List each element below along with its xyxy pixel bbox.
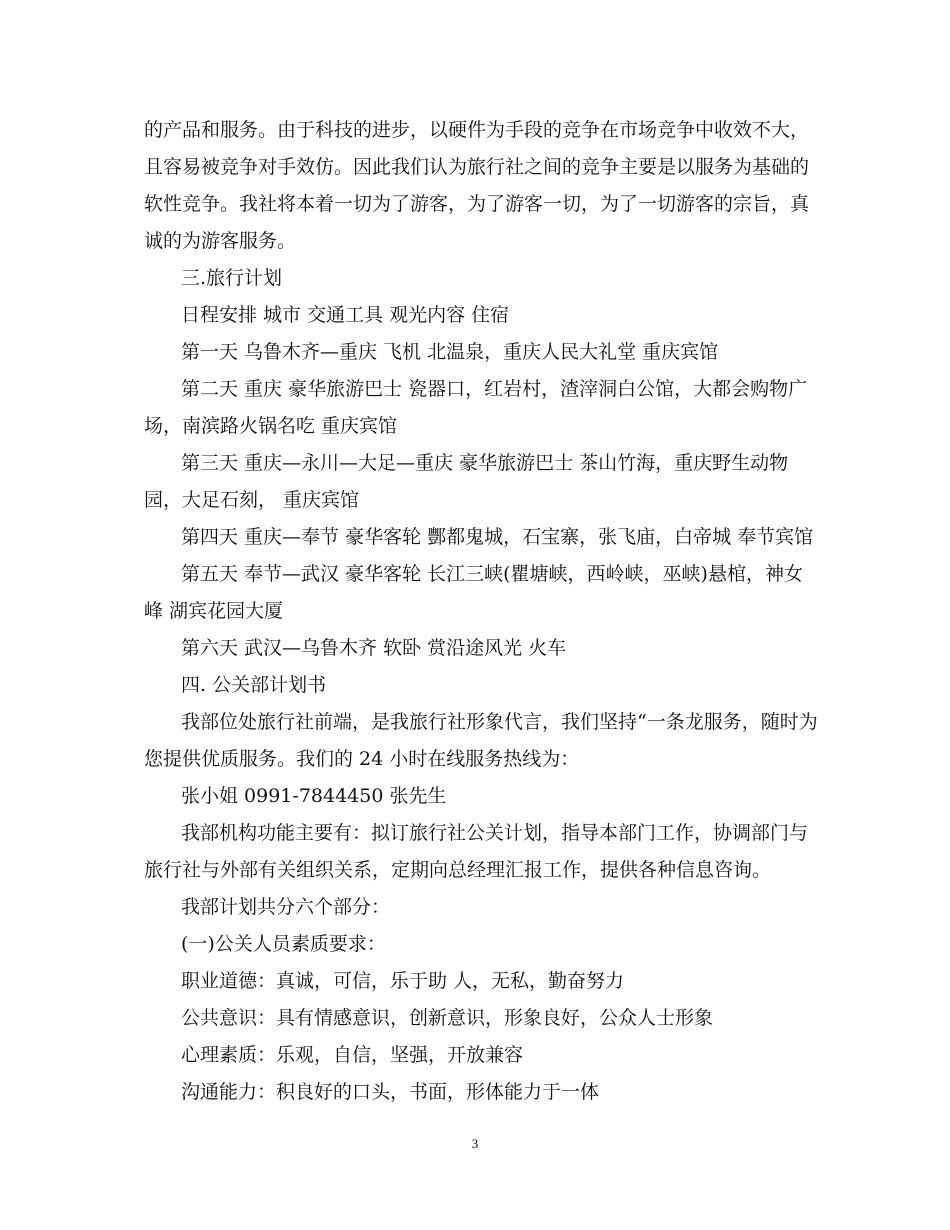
paragraph-line: 旅行社与外部有关组织关系，定期向总经理汇报工作，提供各种信息咨询。 [144,859,772,881]
schedule-day-1: 第一天 乌鲁木齐—重庆 飞机 北温泉，重庆人民大礼堂 重庆宾馆 [181,341,719,363]
schedule-day-6: 第六天 武汉—乌鲁木齐 软卧 赏沿途风光 火车 [181,637,567,659]
section-heading: 四. 公关部计划书 [181,674,327,696]
paragraph-line: 我部位处旅行社前端，是我旅行社形象代言，我们坚持“一条龙服务，随时为 [181,711,818,733]
page-number: 3 [471,1136,479,1151]
paragraph-line: 的产品和服务。由于科技的进步，以硬件为手段的竞争在市场竞争中收效不大， [144,119,810,141]
schedule-day-2-cont: 场，南滨路火锅名吃 重庆宾馆 [144,415,398,437]
paragraph-line: 软性竞争。我社将本着一切为了游客，为了游客一切，为了一切游客的宗旨，真 [144,193,810,215]
paragraph-line: 我部机构功能主要有：拟订旅行社公关计划，指导本部门工作，协调部门与 [181,822,809,844]
paragraph-line: 且容易被竞争对手效仿。因此我们认为旅行社之间的竞争主要是以服务为基础的 [144,156,810,178]
list-item: 沟通能力：积良好的口头，书面，形体能力于一体 [181,1081,600,1103]
subsection-heading: (一)公关人员素质要求： [181,933,386,955]
section-heading: 三.旅行计划 [181,267,283,289]
paragraph-line: 您提供优质服务。我们的 24 小时在线服务热线为： [144,748,580,770]
schedule-day-3-cont: 园，大足石刻， 重庆宾馆 [144,489,360,511]
schedule-day-4: 第四天 重庆—奉节 豪华客轮 酆都鬼城，石宝寨，张飞庙，白帝城 奉节宾馆 [181,526,814,548]
schedule-day-3: 第三天 重庆—永川—大足—重庆 豪华旅游巴士 茶山竹海，重庆野生动物 [181,452,789,474]
schedule-day-5: 第五天 奉节—武汉 豪华客轮 长江三峡(瞿塘峡，西岭峡，巫峡)悬棺，神女 [181,563,803,585]
list-item: 心理素质：乐观，自信，坚强，开放兼容 [181,1044,524,1066]
paragraph-line: 诚的为游客服务。 [144,230,297,252]
list-item: 职业道德：真诚，可信，乐于助 人，无私，勤奋努力 [181,970,625,992]
schedule-header: 日程安排 城市 交通工具 观光内容 住宿 [181,304,510,326]
schedule-day-2: 第二天 重庆 豪华旅游巴士 瓷器口，红岩村，渣滓洞白公馆，大都会购物广 [181,378,808,400]
paragraph-line: 我部计划共分六个部分： [181,896,391,918]
list-item: 公共意识：具有情感意识，创新意识，形象良好，公众人士形象 [181,1007,714,1029]
contact-line: 张小姐 0991-7844450 张先生 [181,785,447,807]
schedule-day-5-cont: 峰 湖宾花园大厦 [144,600,284,622]
